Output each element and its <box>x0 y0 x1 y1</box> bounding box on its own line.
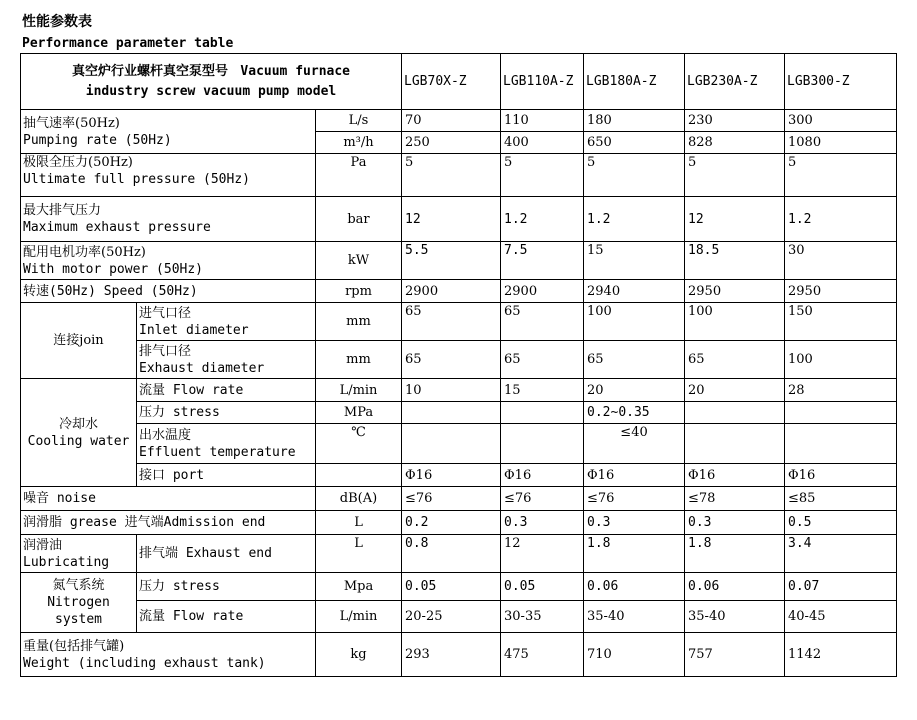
cell: 0.5 <box>785 511 897 535</box>
cell: 293 <box>402 633 501 677</box>
pumping-unit-m3h: m³/h <box>316 132 402 154</box>
motor-unit: kW <box>316 242 402 280</box>
table-header-row <box>21 54 897 110</box>
cell: 3.4 <box>785 535 897 573</box>
noise-label: 噪音 noise <box>21 487 316 511</box>
inlet-unit: mm <box>316 303 402 341</box>
port-label: 接口 port <box>137 464 316 487</box>
cell: 1080 <box>785 132 897 154</box>
cell: 100 <box>584 303 685 341</box>
cell: 180 <box>584 110 685 132</box>
nitrogen-flow-unit: L/min <box>316 601 402 633</box>
table-row <box>21 573 897 601</box>
cell: 15 <box>501 379 584 402</box>
cell: 0.05 <box>402 573 501 601</box>
cell: 1142 <box>785 633 897 677</box>
cell: 20-25 <box>402 601 501 633</box>
cell: 5.5 <box>402 242 501 280</box>
cell: 0.3 <box>501 511 584 535</box>
cell: 2950 <box>785 280 897 303</box>
table-row <box>21 379 897 402</box>
cell: 12 <box>685 197 785 242</box>
cell: 1.2 <box>501 197 584 242</box>
cell: 35-40 <box>584 601 685 633</box>
cell: Φ16 <box>501 464 584 487</box>
table-row <box>21 402 897 424</box>
cell: ≤76 <box>501 487 584 511</box>
cell: 30-35 <box>501 601 584 633</box>
cell: 1.8 <box>685 535 785 573</box>
cell: 2900 <box>402 280 501 303</box>
cell: 18.5 <box>685 242 785 280</box>
cell: 20 <box>584 379 685 402</box>
exhaust-diameter-label: 排气口径 Exhaust diameter <box>137 341 316 379</box>
join-group-label: 连接join <box>21 303 137 379</box>
table-row <box>21 601 897 633</box>
cell: 12 <box>402 197 501 242</box>
exhaust-pressure-label: 最大排气压力 Maximum exhaust pressure <box>21 197 316 242</box>
cell: 7.5 <box>501 242 584 280</box>
cell <box>785 424 897 464</box>
cell <box>501 424 584 464</box>
cell: 65 <box>402 303 501 341</box>
cell: 400 <box>501 132 584 154</box>
model-col-5: LGB300-Z <box>785 54 897 110</box>
cell: 40-45 <box>785 601 897 633</box>
cell <box>402 402 501 424</box>
model-col-2: LGB110A-Z <box>501 54 584 110</box>
cell <box>501 402 584 424</box>
cell: 710 <box>584 633 685 677</box>
cell: 0.05 <box>501 573 584 601</box>
nitrogen-group-label: 氮气系统 Nitrogen system <box>21 573 137 633</box>
cell: 2940 <box>584 280 685 303</box>
performance-table <box>20 53 897 677</box>
cell: ≤76 <box>402 487 501 511</box>
table-heading-zh: 性能参数表 <box>22 14 92 30</box>
cell: 100 <box>685 303 785 341</box>
cell: 0.8 <box>402 535 501 573</box>
table-row <box>21 197 897 242</box>
cell: 828 <box>685 132 785 154</box>
model-col-4: LGB230A-Z <box>685 54 785 110</box>
cell: 12 <box>501 535 584 573</box>
cell: 70 <box>402 110 501 132</box>
cell <box>316 464 402 487</box>
cell: Φ16 <box>402 464 501 487</box>
cell: 5 <box>501 154 584 197</box>
cell: ≤76 <box>584 487 685 511</box>
cell: 0.07 <box>785 573 897 601</box>
ultimate-label: 极限全压力(50Hz) Ultimate full pressure (50Hz) <box>21 154 316 197</box>
table-row <box>21 511 897 535</box>
model-title-cell <box>21 54 402 110</box>
cell: 30 <box>785 242 897 280</box>
table-row <box>21 341 897 379</box>
model-title-zh: 真空炉行业螺杆真空泵型号 <box>72 63 229 79</box>
effluent-temp-label: 出水温度 Effluent temperature <box>137 424 316 464</box>
cell: 230 <box>685 110 785 132</box>
cell: 65 <box>685 341 785 379</box>
cell: 5 <box>584 154 685 197</box>
weight-label: 重量(包括排气罐) Weight (including exhaust tank) <box>21 633 316 677</box>
pumping-label: 抽气速率(50Hz) Pumping rate (50Hz) <box>21 110 316 154</box>
cell: 1.2 <box>584 197 685 242</box>
nitrogen-stress-unit: Mpa <box>316 573 402 601</box>
cooling-group-label: 冷却水 Cooling water <box>21 379 137 487</box>
cell: Φ16 <box>785 464 897 487</box>
model-col-3: LGB180A-Z <box>584 54 685 110</box>
table-row <box>21 535 897 573</box>
cooling-stress-value: 0.2~0.35 <box>584 402 685 424</box>
ultimate-unit: Pa <box>316 154 402 197</box>
cell: 65 <box>501 341 584 379</box>
cell: 0.3 <box>584 511 685 535</box>
cell: 300 <box>785 110 897 132</box>
cell: 100 <box>785 341 897 379</box>
cell: 5 <box>402 154 501 197</box>
cell: 757 <box>685 633 785 677</box>
nitrogen-stress-label: 压力 stress <box>137 573 316 601</box>
effluent-temp-unit: ℃ <box>316 424 402 464</box>
grease-unit: L <box>316 511 402 535</box>
table-heading-en: Performance parameter table <box>22 36 234 51</box>
cell: 2900 <box>501 280 584 303</box>
cell: 1.8 <box>584 535 685 573</box>
nitrogen-flow-label: 流量 Flow rate <box>137 601 316 633</box>
cell: 5 <box>685 154 785 197</box>
cell <box>402 424 501 464</box>
speed-unit: rpm <box>316 280 402 303</box>
cell: 15 <box>584 242 685 280</box>
cell: 650 <box>584 132 685 154</box>
weight-unit: kg <box>316 633 402 677</box>
cell: 0.2 <box>402 511 501 535</box>
noise-unit: dB(A) <box>316 487 402 511</box>
cell: 28 <box>785 379 897 402</box>
cell: 150 <box>785 303 897 341</box>
cooling-stress-unit: MPa <box>316 402 402 424</box>
cell: 475 <box>501 633 584 677</box>
model-title-en-b: industry screw vacuum pump model <box>85 83 337 99</box>
cell: 2950 <box>685 280 785 303</box>
cell: ≤78 <box>685 487 785 511</box>
table-row <box>21 280 897 303</box>
model-title-en-a: Vacuum furnace <box>240 63 350 79</box>
cell: 1.2 <box>785 197 897 242</box>
table-row <box>21 424 897 464</box>
cell: 0.3 <box>685 511 785 535</box>
cell: 65 <box>584 341 685 379</box>
cell: 65 <box>501 303 584 341</box>
motor-label: 配用电机功率(50Hz) With motor power (50Hz) <box>21 242 316 280</box>
cooling-flow-label: 流量 Flow rate <box>137 379 316 402</box>
cell: Φ16 <box>685 464 785 487</box>
cell: 0.06 <box>685 573 785 601</box>
cell: Φ16 <box>584 464 685 487</box>
table-row <box>21 110 897 132</box>
pumping-unit-ls: L/s <box>316 110 402 132</box>
table-row <box>21 303 897 341</box>
cell <box>685 402 785 424</box>
model-col-1: LGB70X-Z <box>402 54 501 110</box>
cell: 0.06 <box>584 573 685 601</box>
inlet-label: 进气口径 Inlet diameter <box>137 303 316 341</box>
cell: 35-40 <box>685 601 785 633</box>
speed-label: 转速(50Hz) Speed (50Hz) <box>21 280 316 303</box>
cell: 20 <box>685 379 785 402</box>
effluent-temp-value: ≤40 <box>584 424 685 464</box>
lube-unit: L <box>316 535 402 573</box>
exhaust-diameter-unit: mm <box>316 341 402 379</box>
cell: 10 <box>402 379 501 402</box>
lube-exhaust-label: 排气端 Exhaust end <box>137 535 316 573</box>
cell <box>685 424 785 464</box>
cell <box>785 402 897 424</box>
cell: 5 <box>785 154 897 197</box>
cell: 250 <box>402 132 501 154</box>
cooling-flow-unit: L/min <box>316 379 402 402</box>
lube-group-label: 润滑油 Lubricating <box>21 535 137 573</box>
cooling-stress-label: 压力 stress <box>137 402 316 424</box>
table-row <box>21 464 897 487</box>
cell: ≤85 <box>785 487 897 511</box>
cell: 65 <box>402 341 501 379</box>
cell: 110 <box>501 110 584 132</box>
table-row <box>21 487 897 511</box>
table-row <box>21 154 897 197</box>
grease-label: 润滑脂 grease 进气端Admission end <box>21 511 316 535</box>
table-row <box>21 242 897 280</box>
table-row <box>21 633 897 677</box>
exhaust-pressure-unit: bar <box>316 197 402 242</box>
